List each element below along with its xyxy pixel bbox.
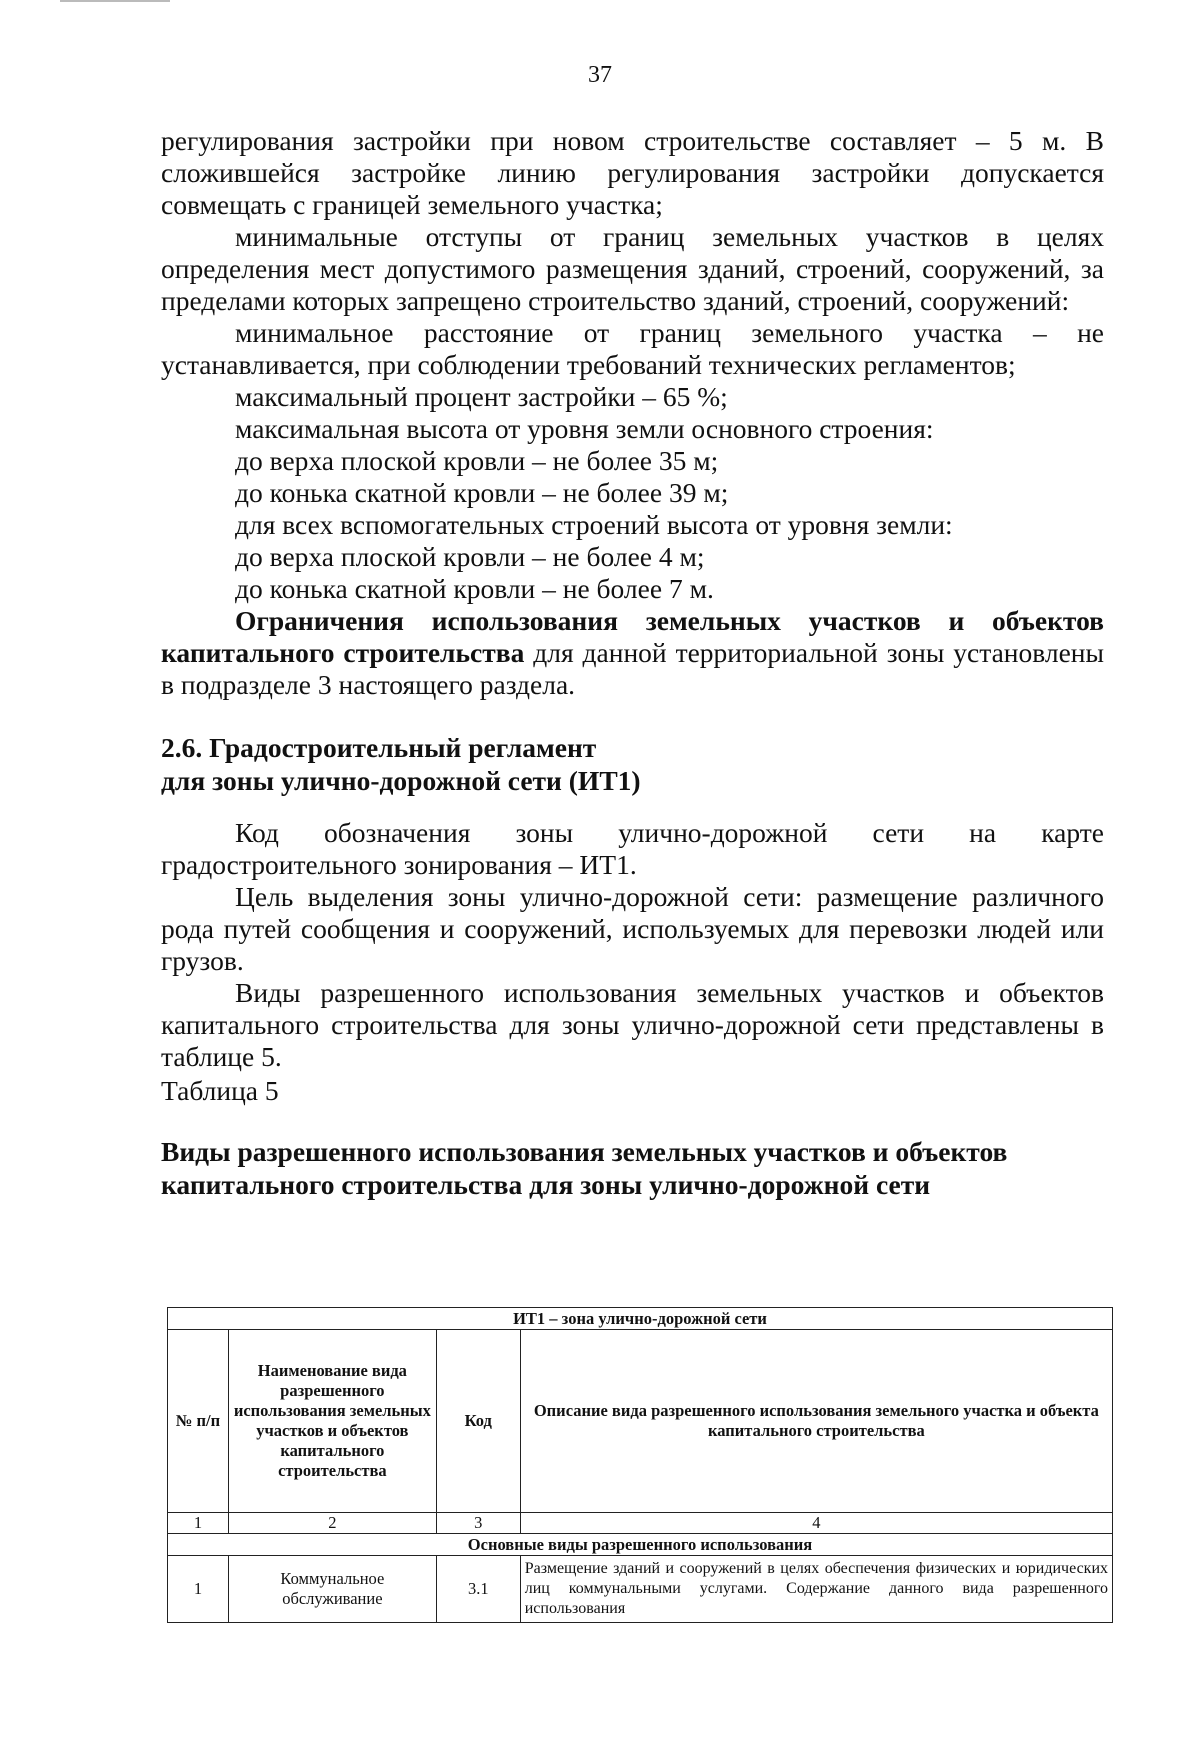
table-zone-header: ИТ1 – зона улично-дорожной сети — [168, 1308, 1113, 1330]
paragraph-zone-purpose: Цель выделения зоны улично-дорожной сети: размещение различного рода путей сообщения и сооружений, используемых для перевозки людей или грузов. — [161, 881, 1104, 976]
paragraph-max-height: максимальная высота от уровня земли основного строения: — [235, 413, 934, 444]
table-index-cell: 1 — [168, 1513, 229, 1534]
restrictions-bold: Ограничения использования земельных участков и объектов капитального строительства — [161, 605, 1104, 668]
section-heading — [161, 731, 1104, 797]
table-index-cell: 4 — [520, 1513, 1112, 1534]
table-header-num: № п/п — [168, 1330, 229, 1513]
paragraph-min-distance: минимальное расстояние от границ земельного участка – не устанавливается, при соблюдении требований технических регламентов; — [161, 317, 1104, 380]
paragraph-flat-roof-main: до верха плоской кровли – не более 35 м; — [235, 445, 719, 476]
table-index-cell: 3 — [436, 1513, 520, 1534]
paragraph-pitched-roof-main: до конька скатной кровли – не более 39 м; — [235, 477, 729, 508]
permitted-uses-table — [167, 1307, 1113, 1623]
restrictions-rest: для данной территориальной зоны установлены в подразделе 3 настоящего раздела. — [161, 637, 1104, 700]
paragraph-flat-roof-aux: до верха плоской кровли – не более 4 м; — [235, 541, 705, 572]
scan-artifact-top — [60, 0, 170, 2]
document-body — [161, 125, 1104, 1201]
paragraph-max-coverage: максимальный процент застройки – 65 %; — [235, 381, 728, 412]
table-caption: Таблица 5 — [161, 1075, 279, 1106]
section-heading-line2: для зоны улично-дорожной сети (ИТ1) — [161, 765, 641, 796]
paragraph-pitched-roof-aux: до конька скатной кровли – не более 7 м. — [235, 573, 714, 604]
table-header-code: Код — [436, 1330, 520, 1513]
paragraph-zone-code: Код обозначения зоны улично-дорожной сети на карте градостроительного зонирования – ИТ1. — [161, 817, 1104, 880]
table-header-desc: Описание вида разрешенного использования земельного участка и объекта капитального строительства — [520, 1330, 1112, 1513]
table-cell-num: 1 — [168, 1556, 229, 1623]
table-header-name: Наименование вида разрешенного использования земельных участков и объектов капитального строительства — [228, 1330, 436, 1513]
table-title-line2: капитального строительства для зоны улично-дорожной сети — [161, 1169, 931, 1200]
table-index-cell: 2 — [228, 1513, 436, 1534]
table-title-line1: Виды разрешенного использования земельных участков и объектов — [161, 1136, 1008, 1167]
section-heading-line1: 2.6. Градостроительный регламент — [161, 732, 597, 763]
paragraph-permitted-uses: Виды разрешенного использования земельных участков и объектов капитального строительства для зоны улично-дорожной сети представлены в таблице 5. — [161, 977, 1104, 1072]
paragraph-min-setbacks: минимальные отступы от границ земельных участков в целях определения мест допустимого размещения зданий, строений, сооружений, за пределами которых запрещено строительство зданий, строений, сооружений: — [161, 221, 1104, 316]
table-cell-code: 3.1 — [436, 1556, 520, 1623]
table-title — [161, 1135, 1104, 1201]
paragraph-auxiliary-height: для всех вспомогательных строений высота от уровня земли: — [235, 509, 953, 540]
table-group-header: Основные виды разрешенного использования — [168, 1534, 1113, 1556]
table-cell-name: Коммунальное обслуживание — [228, 1556, 436, 1623]
paragraph-restrictions — [161, 605, 1104, 701]
page-number: 37 — [588, 62, 612, 88]
paragraph-regulation-line: регулирования застройки при новом строительстве составляет – 5 м. В сложившейся застройке линию регулирования застройки допускается совмещать с границей земельного участка; — [161, 125, 1104, 220]
table-row — [168, 1556, 1113, 1623]
table-cell-desc: Размещение зданий и сооружений в целях обеспечения физических и юридических лиц коммунальными услугами. Содержание данного вида разрешенного использования — [520, 1556, 1112, 1623]
